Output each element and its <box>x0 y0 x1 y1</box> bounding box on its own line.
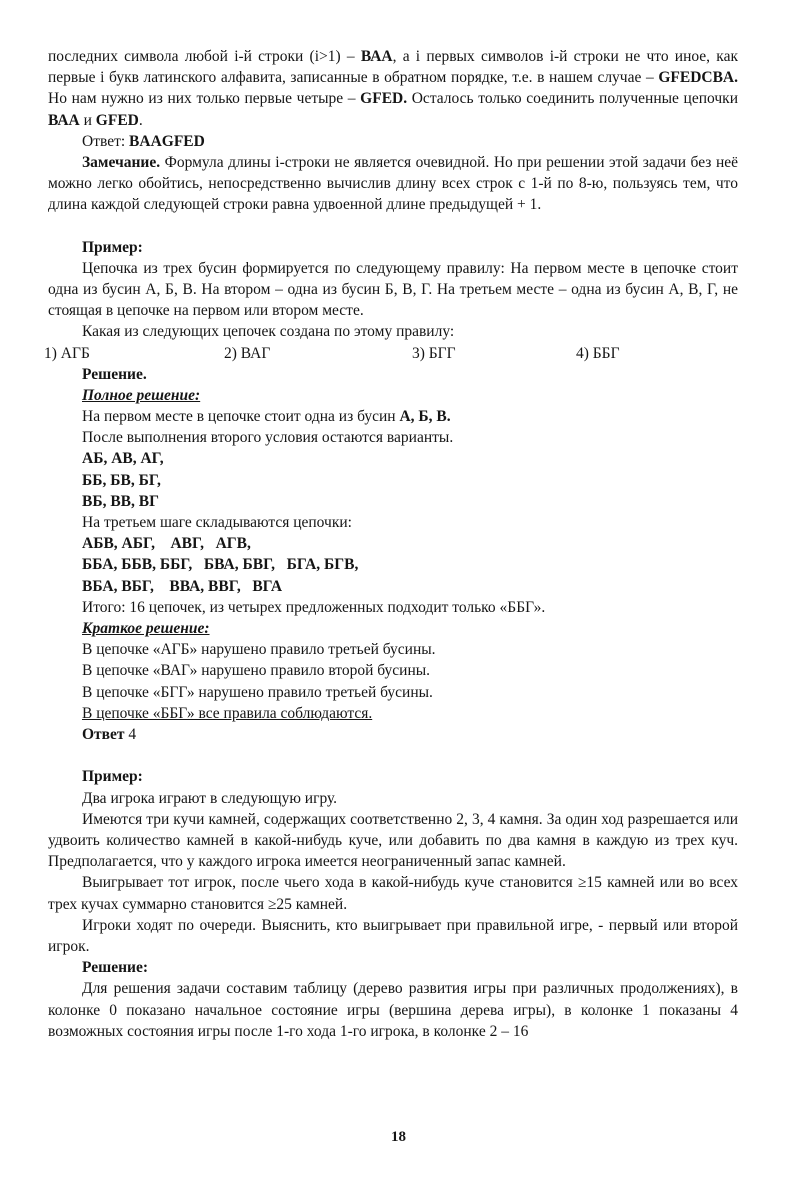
example2-solution-label: Решение: <box>82 959 149 977</box>
example1-heading: Пример: <box>82 238 143 256</box>
answer-line: Ответ: BAAGFED <box>82 132 205 150</box>
gfed-bold: GFED. <box>360 90 408 108</box>
example2-paragraph: Два игрока играют в следующую игру. <box>82 789 338 807</box>
gfedcba-bold: GFEDCBA. <box>658 69 738 87</box>
baa-bold: ВАА <box>360 48 393 65</box>
variant-row: ВБ, ВВ, ВГ <box>82 492 159 510</box>
option-2: 2) ВАГ <box>224 344 271 362</box>
third-step-line: На третьем шаге складываются цепочки: <box>82 514 352 532</box>
answer-value: BAAGFED <box>129 132 205 150</box>
example2-paragraph: Игроки ходят по очереди. Выяснить, кто выигрывает при правильной игре, - первый или второй игрок. <box>48 916 738 955</box>
chain-row: ББА, ББВ, ББГ, БВА, БВГ, БГА, БГВ, <box>82 556 359 574</box>
short-solution-last: В цепочке «ББГ» все правила соблюдаются. <box>82 704 373 722</box>
full-solution-label: Полное решение: <box>82 386 201 404</box>
option-3: 3) БГГ <box>412 344 456 362</box>
full-solution-line: На первом месте в цепочке стоит одна из бусин А, Б, В. <box>82 408 451 426</box>
example1-statement: Цепочка из трех бусин формируется по следующему правилу: На первом месте в цепочке стоит одна из бусин А, Б, В. На втором – одна из бусин Б, В, Г. На третьем месте – одна из бусин А, В, Г, не стоящая в цепочке на первом или втором месте. <box>48 259 738 320</box>
example1-question: Какая из следующих цепочек создана по этому правилу: <box>82 323 455 341</box>
remark-paragraph: Замечание. Формула длины i-строки не является очевидной. Но при решении этой задачи без неё можно легко обойтись, непосредственно вычислив длину всех строк с 1-й по 8-ю, пользуясь тем, что длина каждой следующей строки равна удвоенной длине предыдущей + 1. <box>48 154 738 214</box>
chain-row: АБВ, АБГ, АВГ, АГВ, <box>82 535 251 553</box>
short-solution-label: Краткое решение: <box>82 620 210 638</box>
option-4: 4) ББГ <box>576 344 620 362</box>
answer-options <box>44 343 738 364</box>
chain-row: ВБА, ВБГ, ВВА, ВВГ, ВГА <box>82 577 283 595</box>
solution-label: Решение. <box>82 365 147 383</box>
example2-paragraph: Имеются три кучи камней, содержащих соответственно 2, 3, 4 камня. За один ход разрешается или удвоить количество камней в какой-нибудь куче, или добавить по два камня в каждую из трех куч. Предполагается, что у каждого игрока имеется неограниченный запас камней. <box>48 810 738 871</box>
continuation-paragraph: последних символа любой i-й строки (i>1) – ВАА, а i первых символов i-й строки не что иное, как первые i букв латинского алфавита, записанные в обратном порядке, т.е. в нашем случае – GFEDCBA. Но нам нужно из них только первые четыре – GFED. Осталось только соединить полученные цепочки ВАА и GFED. <box>48 48 738 129</box>
total-line: Итого: 16 цепочек, из четырех предложенных подходит только «ББГ». <box>82 598 546 616</box>
short-solution-line: В цепочке «АГБ» нарушено правило третьей бусины. <box>82 641 436 659</box>
full-solution-line: После выполнения второго условия остаются варианты. <box>82 429 454 447</box>
example2-paragraph: Выигрывает тот игрок, после чьего хода в какой-нибудь куче становится ≥15 камней или во всех трех кучах суммарно становится ≥25 камней. <box>48 874 738 913</box>
page-number: 18 <box>391 1129 406 1145</box>
remark-label: Замечание. <box>82 154 161 172</box>
short-solution-line: В цепочке «ВАГ» нарушено правило второй бусины. <box>82 662 431 680</box>
answer-line-2: Ответ 4 <box>82 726 137 744</box>
example2-paragraph: Для решения задачи составим таблицу (дерево развития игры при различных продолжениях), в колонке 0 показано начальное состояние игры (вершина дерева игры), в колонке 1 показаны 4 возможных состояния игры после 1-го хода 1-го игрока, в колонке 2 – 16 <box>48 980 738 1040</box>
short-solution-line: В цепочке «БГГ» нарушено правило третьей бусины. <box>82 683 433 701</box>
example2-heading: Пример: <box>82 768 143 786</box>
variant-row: ББ, БВ, БГ, <box>82 471 161 489</box>
text-column <box>44 46 738 1042</box>
option-1: 1) АГБ <box>44 344 90 362</box>
variant-row: АБ, АВ, АГ, <box>82 450 164 468</box>
